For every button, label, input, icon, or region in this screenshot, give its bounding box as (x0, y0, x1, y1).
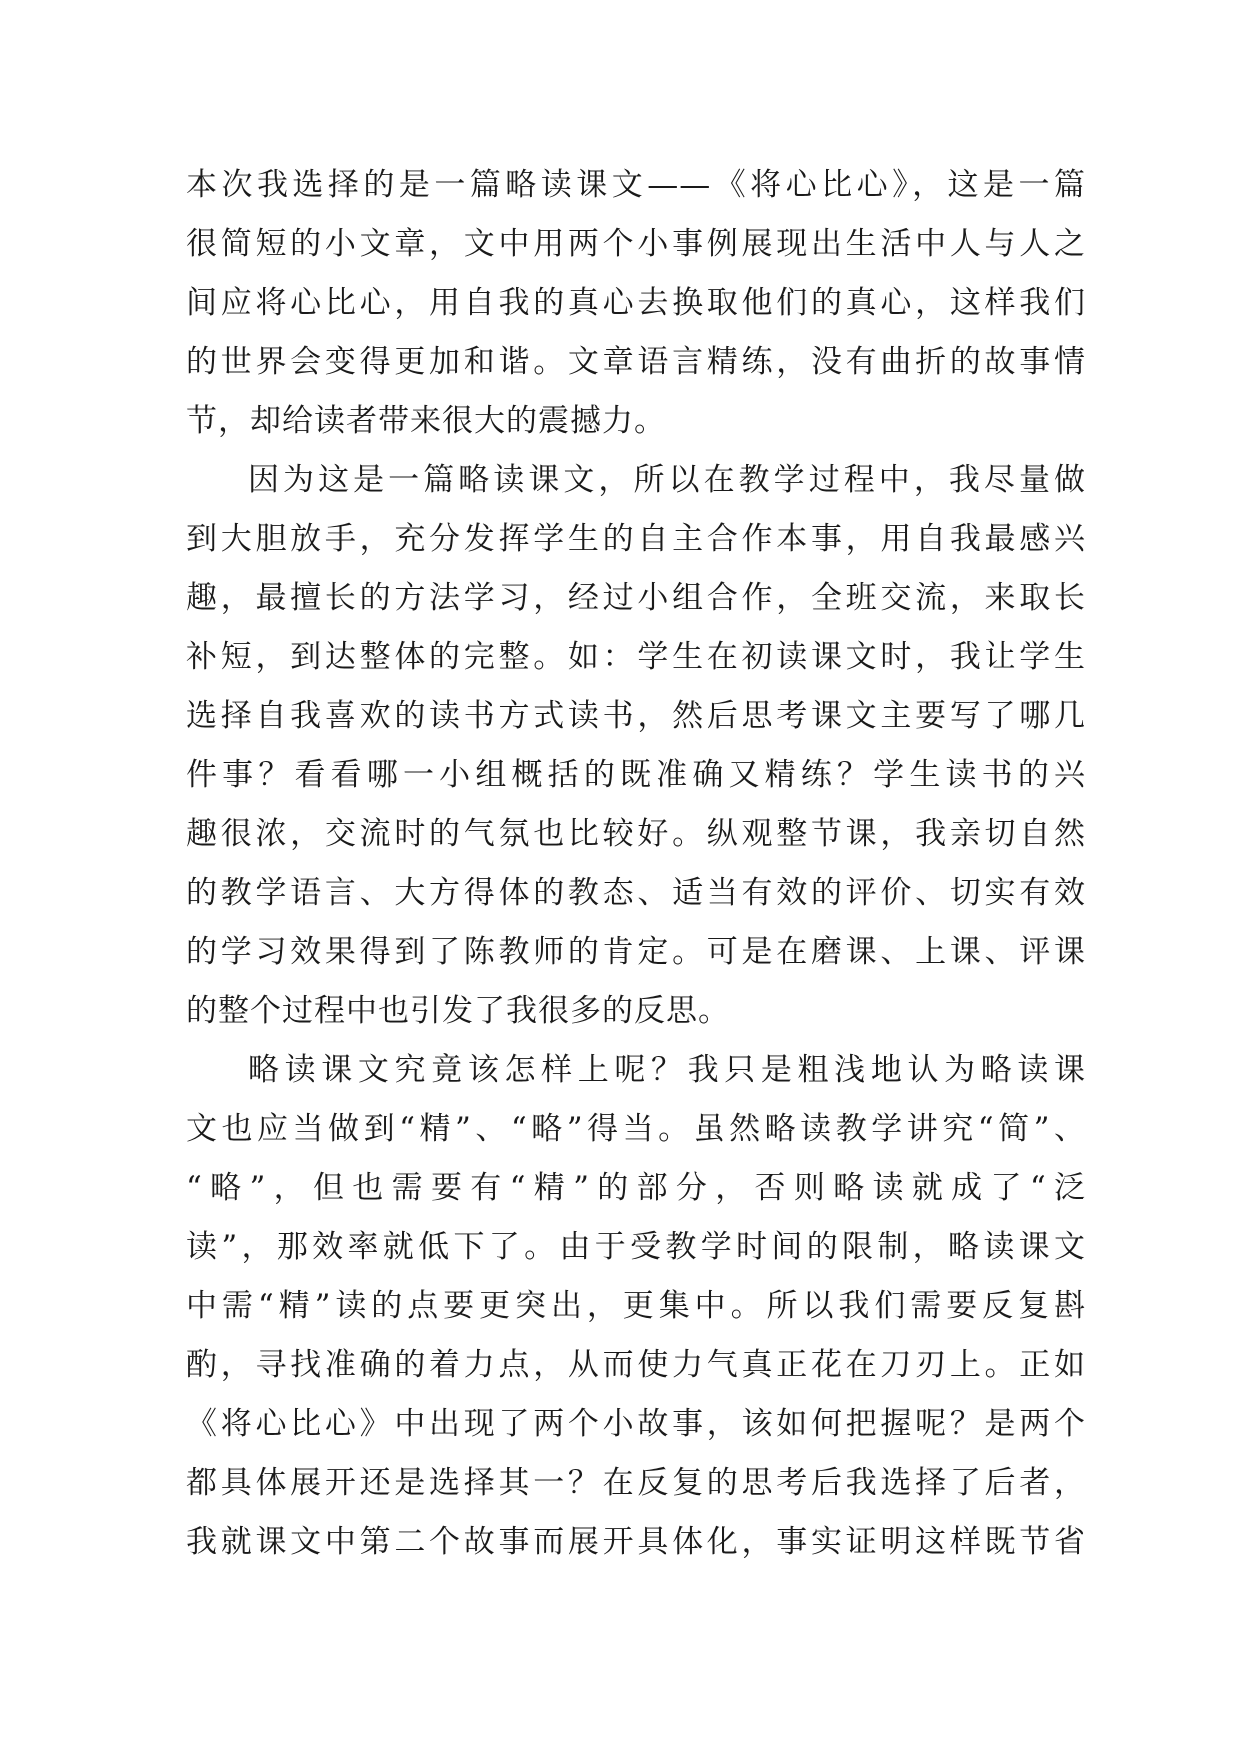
text-line-20: 中需“精”读的点要更突出，更集中。所以我们需要反复斟 (186, 1288, 1086, 1324)
text-line-17: 文也应当做到“精”、“略”得当。虽然略读教学讲究“简”、 (186, 1111, 1086, 1147)
text-line-21: 酌，寻找准确的着力点，从而使力气真正花在刀刃上。正如 (186, 1347, 1086, 1383)
text-line-15: 的整个过程中也引发了我很多的反思。 (186, 993, 730, 1029)
text-line-22: 《将心比心》中出现了两个小故事，该如何把握呢？是两个 (186, 1406, 1086, 1442)
text-line-13: 的教学语言、大方得体的教态、适当有效的评价、切实有效 (186, 875, 1086, 911)
body-text (186, 156, 1086, 1572)
text-line-6: 因为这是一篇略读课文，所以在教学过程中，我尽量做 (248, 462, 1086, 498)
text-line-12: 趣很浓，交流时的气氛也比较好。纵观整节课，我亲切自然 (186, 816, 1086, 852)
text-line-7: 到大胆放手，充分发挥学生的自主合作本事，用自我最感兴 (186, 521, 1086, 557)
text-line-8: 趣，最擅长的方法学习，经过小组合作，全班交流，来取长 (186, 580, 1086, 616)
text-line-4: 的世界会变得更加和谐。文章语言精练，没有曲折的故事情 (186, 344, 1086, 380)
text-line-2: 很简短的小文章，文中用两个小事例展现出生活中人与人之 (186, 226, 1086, 262)
text-line-10: 选择自我喜欢的读书方式读书，然后思考课文主要写了哪几 (186, 698, 1086, 734)
text-line-5: 节，却给读者带来很大的震撼力。 (186, 403, 666, 439)
text-line-23: 都具体展开还是选择其一？在反复的思考后我选择了后者， (186, 1465, 1086, 1501)
text-line-3: 间应将心比心，用自我的真心去换取他们的真心，这样我们 (186, 285, 1086, 321)
text-line-19: 读”，那效率就低下了。由于受教学时间的限制，略读课文 (186, 1229, 1086, 1265)
text-line-14: 的学习效果得到了陈教师的肯定。可是在磨课、上课、评课 (186, 934, 1086, 970)
text-line-9: 补短，到达整体的完整。如：学生在初读课文时，我让学生 (186, 639, 1086, 675)
text-line-1: 本次我选择的是一篇略读课文——《将心比心》，这是一篇 (186, 167, 1086, 203)
text-line-11: 件事？看看哪一小组概括的既准确又精练？学生读书的兴 (186, 757, 1086, 793)
text-line-18: “略”，但也需要有“精”的部分，否则略读就成了“泛 (186, 1170, 1086, 1206)
text-line-24: 我就课文中第二个故事而展开具体化，事实证明这样既节省 (186, 1524, 1086, 1560)
text-line-16: 略读课文究竟该怎样上呢？我只是粗浅地认为略读课 (248, 1052, 1086, 1088)
